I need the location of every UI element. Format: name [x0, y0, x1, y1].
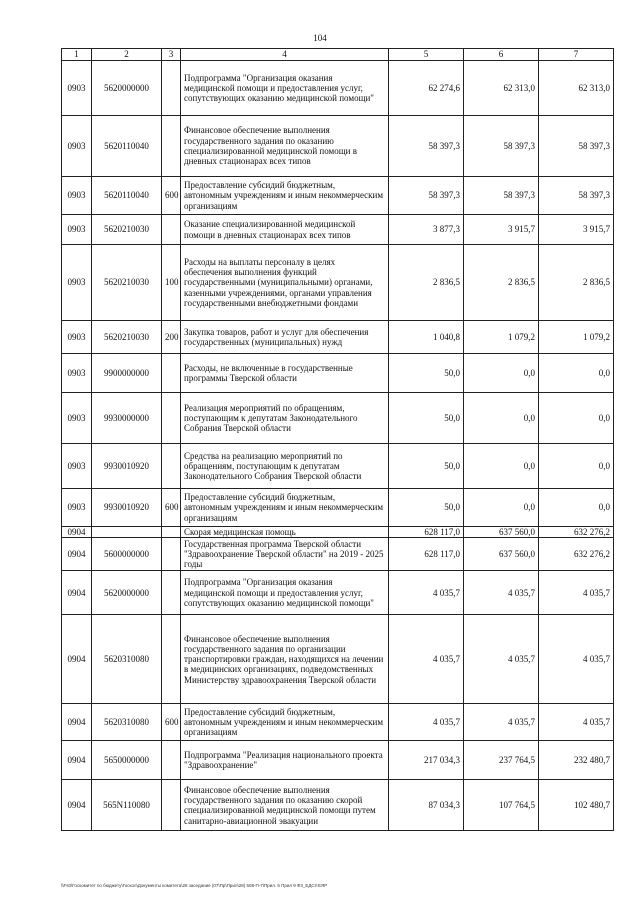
amount-cell: 107 764,5 [464, 780, 539, 831]
target-article-cell: 5620210030 [92, 321, 162, 354]
table-row [62, 741, 614, 780]
expense-type-cell: 100 [162, 245, 181, 321]
description-cell: Подпрограмма "Организация оказания медицинской помощи и предоставления услуг, сопутствующих оказанию медицинской помощи" [181, 571, 389, 615]
target-article-cell [92, 527, 162, 538]
target-article-cell: 9900000000 [92, 354, 162, 393]
expense-type-cell: 200 [162, 321, 181, 354]
table-row [62, 61, 614, 116]
section-code-cell: 0903 [62, 393, 92, 444]
table-row [62, 489, 614, 527]
description-cell: Расходы, не включенные в государственные программы Тверской области [181, 354, 389, 393]
expense-type-cell: 600 [162, 489, 181, 527]
column-header: 6 [464, 49, 539, 61]
description-cell: Финансовое обеспечение выполнения государственного задания по организации транспортировки граждан, находящихся на лечении в медицинских организациях, подведомственных Министерству здравоохранения Тверской области [181, 615, 389, 704]
page-number: 104 [313, 33, 327, 43]
section-code-cell: 0903 [62, 321, 92, 354]
amount-cell: 3 877,3 [389, 215, 464, 245]
amount-cell: 50,0 [389, 393, 464, 444]
amount-cell: 3 915,7 [539, 215, 614, 245]
amount-cell: 4 035,7 [464, 704, 539, 741]
description-cell: Оказание специализированной медицинской помощи в дневных стационарах всех типов [181, 215, 389, 245]
table-row [62, 116, 614, 177]
amount-cell: 0,0 [539, 489, 614, 527]
table-row [62, 245, 614, 321]
amount-cell: 632 276,2 [539, 527, 614, 538]
amount-cell: 0,0 [464, 354, 539, 393]
amount-cell: 0,0 [464, 444, 539, 489]
section-code-cell: 0903 [62, 444, 92, 489]
expense-type-cell [162, 61, 181, 116]
description-cell: Государственная программа Тверской области "Здравоохранение Тверской области" на 2019 - 2025 годы [181, 538, 389, 571]
expense-type-cell: 600 [162, 177, 181, 215]
expense-type-cell: 600 [162, 704, 181, 741]
target-article-cell: 5600000000 [92, 538, 162, 571]
target-article-cell: 5620000000 [92, 61, 162, 116]
expense-type-cell [162, 571, 181, 615]
amount-cell: 3 915,7 [464, 215, 539, 245]
amount-cell: 4 035,7 [539, 615, 614, 704]
target-article-cell: 5620310080 [92, 704, 162, 741]
target-article-cell: 5620110040 [92, 177, 162, 215]
expense-type-cell [162, 527, 181, 538]
table-row [62, 354, 614, 393]
section-code-cell: 0903 [62, 177, 92, 215]
expense-type-cell [162, 116, 181, 177]
amount-cell: 50,0 [389, 489, 464, 527]
amount-cell: 232 480,7 [539, 741, 614, 780]
amount-cell: 62 274,6 [389, 61, 464, 116]
section-code-cell: 0904 [62, 527, 92, 538]
expense-type-cell [162, 354, 181, 393]
target-article-cell: 5620210030 [92, 215, 162, 245]
description-cell: Финансовое обеспечение выполнения государственного задания по оказанию скорой специализированной медицинской помощи путем санитарно-авиационной эвакуации [181, 780, 389, 831]
amount-cell: 628 117,0 [389, 527, 464, 538]
amount-cell: 0,0 [539, 354, 614, 393]
amount-cell: 62 313,0 [464, 61, 539, 116]
table-row [62, 527, 614, 538]
table-header-row [62, 49, 614, 61]
expense-type-cell [162, 538, 181, 571]
section-code-cell: 0903 [62, 116, 92, 177]
section-code-cell: 0904 [62, 571, 92, 615]
section-code-cell: 0903 [62, 61, 92, 116]
section-code-cell: 0903 [62, 489, 92, 527]
description-cell: Предоставление субсидий бюджетным, автономным учреждениям и иным некоммерческим организациям [181, 704, 389, 741]
amount-cell: 4 035,7 [464, 571, 539, 615]
amount-cell: 237 764,5 [464, 741, 539, 780]
description-cell: Предоставление субсидий бюджетным, автономным учреждениям и иным некоммерческим организациям [181, 177, 389, 215]
amount-cell: 0,0 [539, 444, 614, 489]
table-row [62, 393, 614, 444]
description-cell: Подпрограмма "Организация оказания медицинской помощи и предоставления услуг, сопутствующих оказанию медицинской помощи" [181, 61, 389, 116]
amount-cell: 58 397,3 [539, 177, 614, 215]
amount-cell: 4 035,7 [389, 704, 464, 741]
target-article-cell: 5620210030 [92, 245, 162, 321]
amount-cell: 628 117,0 [389, 538, 464, 571]
amount-cell: 50,0 [389, 444, 464, 489]
amount-cell: 62 313,0 [539, 61, 614, 116]
target-article-cell: 5650000000 [92, 741, 162, 780]
amount-cell: 2 836,5 [389, 245, 464, 321]
column-header: 3 [162, 49, 181, 61]
target-article-cell: 9930010920 [92, 444, 162, 489]
amount-cell: 102 480,7 [539, 780, 614, 831]
amount-cell: 1 079,2 [539, 321, 614, 354]
table-row [62, 177, 614, 215]
description-cell: Подпрограмма "Реализация национального проекта "Здравоохранение" [181, 741, 389, 780]
description-cell: Предоставление субсидий бюджетным, автономным учреждениям и иным некоммерческим организациям [181, 489, 389, 527]
section-code-cell: 0904 [62, 780, 92, 831]
expense-type-cell [162, 741, 181, 780]
description-cell: Финансовое обеспечение выполнения государственного задания по оказанию специализированной медицинской помощи в дневных стационарах всех типов [181, 116, 389, 177]
amount-cell: 0,0 [464, 393, 539, 444]
target-article-cell: 5620110040 [92, 116, 162, 177]
amount-cell: 58 397,3 [464, 116, 539, 177]
amount-cell: 87 034,3 [389, 780, 464, 831]
amount-cell: 2 836,5 [539, 245, 614, 321]
section-code-cell: 0904 [62, 615, 92, 704]
footer-file-path: \\Fs0\Госкомитет по бюджету\Госкол\Документы комитета\28 заседание (07\Пр\Прил\28) 508-П-7\Прил. 5 Прил 9 Ф3_ЕДСУ.ЕЯР [61, 883, 328, 888]
amount-cell: 58 397,3 [389, 177, 464, 215]
expense-type-cell [162, 615, 181, 704]
target-article-cell: 5620310080 [92, 615, 162, 704]
expense-type-cell [162, 780, 181, 831]
table-row [62, 538, 614, 571]
target-article-cell: 9930000000 [92, 393, 162, 444]
amount-cell: 58 397,3 [539, 116, 614, 177]
amount-cell: 1 040,8 [389, 321, 464, 354]
amount-cell: 632 276,2 [539, 538, 614, 571]
amount-cell: 58 397,3 [464, 177, 539, 215]
budget-table [61, 48, 614, 831]
target-article-cell: 5620000000 [92, 571, 162, 615]
column-header: 1 [62, 49, 92, 61]
table-row [62, 321, 614, 354]
table-row [62, 444, 614, 489]
amount-cell: 2 836,5 [464, 245, 539, 321]
description-cell: Закупка товаров, работ и услуг для обеспечения государственных (муниципальных) нужд [181, 321, 389, 354]
table-row [62, 704, 614, 741]
table-row [62, 571, 614, 615]
target-article-cell: 565N110080 [92, 780, 162, 831]
amount-cell: 50,0 [389, 354, 464, 393]
section-code-cell: 0904 [62, 538, 92, 571]
amount-cell: 4 035,7 [464, 615, 539, 704]
amount-cell: 637 560,0 [464, 527, 539, 538]
amount-cell: 4 035,7 [389, 615, 464, 704]
table-row [62, 215, 614, 245]
section-code-cell: 0903 [62, 354, 92, 393]
section-code-cell: 0903 [62, 215, 92, 245]
amount-cell: 0,0 [539, 393, 614, 444]
amount-cell: 637 560,0 [464, 538, 539, 571]
section-code-cell: 0903 [62, 245, 92, 321]
table-row [62, 780, 614, 831]
expense-type-cell [162, 393, 181, 444]
column-header: 4 [181, 49, 389, 61]
table-row [62, 615, 614, 704]
description-cell: Скорая медицинская помощь [181, 527, 389, 538]
expense-type-cell [162, 444, 181, 489]
amount-cell: 4 035,7 [539, 704, 614, 741]
description-cell: Средства на реализацию мероприятий по обращениям, поступающим к депутатам Законодательного Собрания Тверской области [181, 444, 389, 489]
amount-cell: 58 397,3 [389, 116, 464, 177]
description-cell: Реализация мероприятий по обращениям, поступающим к депутатам Законодательного Собрания Тверской области [181, 393, 389, 444]
amount-cell: 0,0 [464, 489, 539, 527]
amount-cell: 1 079,2 [464, 321, 539, 354]
column-header: 2 [92, 49, 162, 61]
section-code-cell: 0904 [62, 704, 92, 741]
amount-cell: 4 035,7 [539, 571, 614, 615]
expense-type-cell [162, 215, 181, 245]
column-header: 5 [389, 49, 464, 61]
section-code-cell: 0904 [62, 741, 92, 780]
description-cell: Расходы на выплаты персоналу в целях обеспечения выполнения функций государственными (муниципальными) органами, казенными учреждениями, органами управления государственными внебюджетными фондами [181, 245, 389, 321]
column-header: 7 [539, 49, 614, 61]
target-article-cell: 9930010920 [92, 489, 162, 527]
amount-cell: 217 034,3 [389, 741, 464, 780]
amount-cell: 4 035,7 [389, 571, 464, 615]
